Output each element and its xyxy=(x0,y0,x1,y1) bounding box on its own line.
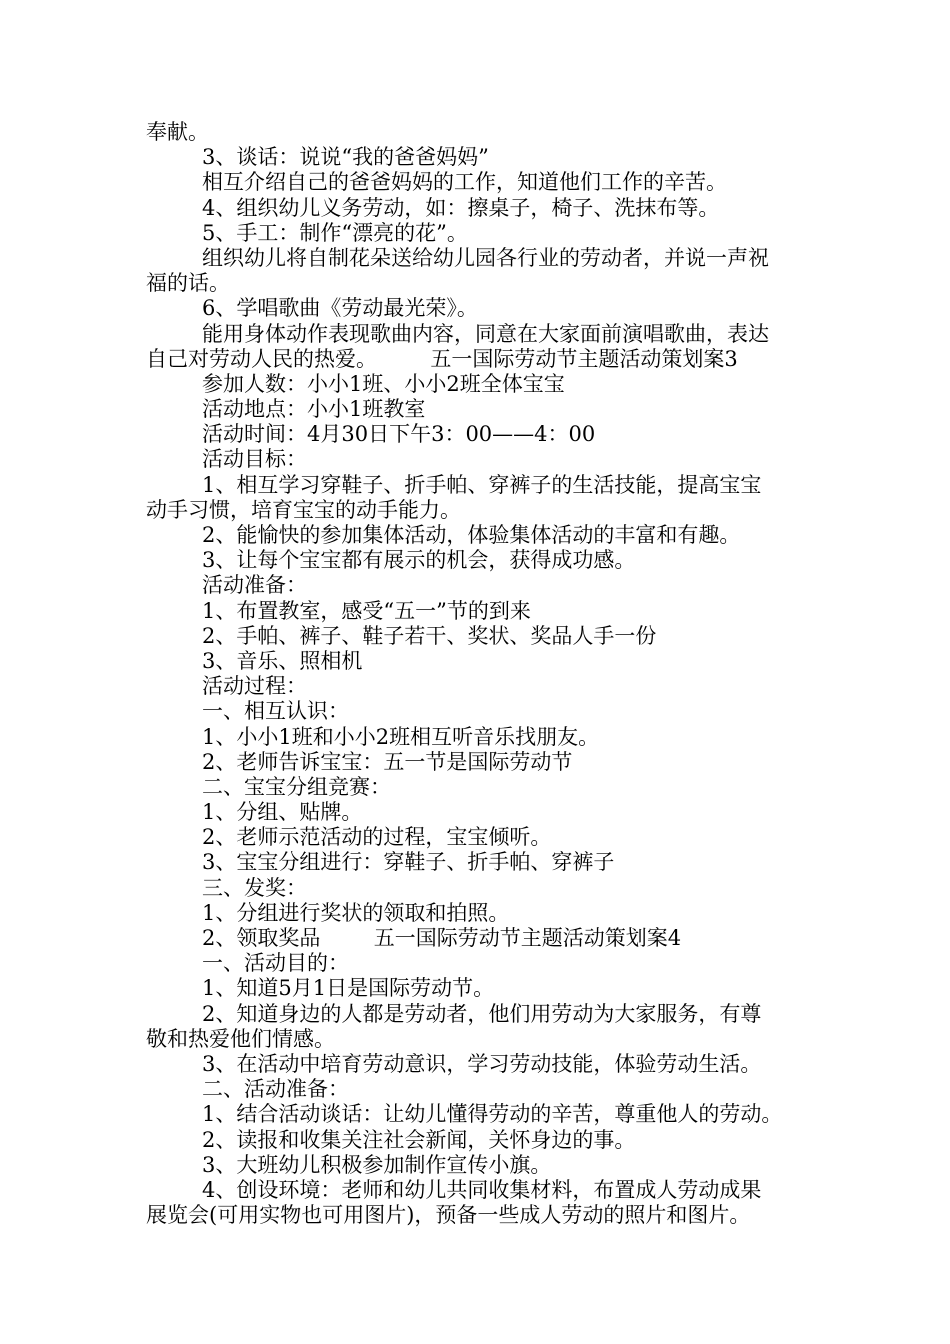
text-line: 参加人数：小小1班、小小2班全体宝宝 xyxy=(202,371,565,396)
text-line: 3、让每个宝宝都有展示的机会，获得成功感。 xyxy=(202,548,636,573)
text-line: 2、能愉快的参加集体活动，体验集体活动的丰富和有趣。 xyxy=(202,523,741,547)
text-line: 组织幼儿将自制花朵送给幼儿园各行业的劳动者，并说一声祝 xyxy=(202,245,769,270)
text-line: 活动时间：4月30日下午3：00——4：00 xyxy=(202,422,596,447)
text-line: 1、相互学习穿鞋子、折手帕、穿裤子的生活技能，提高宝宝 xyxy=(202,472,762,497)
text-line: 3、在活动中培育劳动意识，学习劳动技能，体验劳动生活。 xyxy=(202,1051,762,1076)
text-line: 动手习惯，培育宝宝的动手能力。 xyxy=(146,497,461,522)
text-line: 5、手工：制作“漂亮的花”。 xyxy=(202,220,468,245)
text-line: 4、组织幼儿义务劳动，如：擦桌子，椅子、洗抹布等。 xyxy=(202,195,720,220)
text-line: 6、学唱歌曲《劳动最光荣》。 xyxy=(202,296,478,321)
document-body xyxy=(146,120,808,1228)
text-line: 一、相互认识： xyxy=(202,699,349,724)
text-line: 3、谈话：说说“我的爸爸妈妈” xyxy=(202,145,489,170)
text-line: 2、领取奖品 五一国际劳动节主题活动策划案4 xyxy=(202,926,682,950)
text-line: 一、活动目的： xyxy=(202,951,349,976)
text-line: 活动地点：小小1班教室 xyxy=(202,397,426,422)
text-line: 2、读报和收集关注社会新闻，关怀身边的事。 xyxy=(202,1127,636,1152)
text-line: 自己对劳动人民的热爱。 五一国际劳动节主题活动策划案3 xyxy=(146,346,738,371)
text-line: 相互介绍自己的爸爸妈妈的工作，知道他们工作的辛苦。 xyxy=(202,170,727,195)
text-line: 2、手帕、裤子、鞋子若干、奖状、奖品人手一份 xyxy=(202,623,657,648)
text-line: 活动过程： xyxy=(202,674,307,699)
text-line: 1、布置教室，感受“五一”节的到来 xyxy=(202,598,531,623)
text-line: 4、创设环境：老师和幼儿共同收集材料，布置成人劳动成果 xyxy=(202,1177,762,1202)
text-line: 3、宝宝分组进行：穿鞋子、折手帕、穿裤子 xyxy=(202,850,615,875)
text-line: 福的话。 xyxy=(146,271,230,296)
text-line: 1、分组进行奖状的领取和拍照。 xyxy=(202,900,510,925)
text-line: 二、活动准备： xyxy=(202,1077,349,1102)
text-line: 敬和热爱他们情感。 xyxy=(146,1026,335,1051)
text-line: 三、发奖： xyxy=(202,875,307,900)
text-line: 2、老师示范活动的过程，宝宝倾听。 xyxy=(202,825,552,850)
text-line: 1、分组、贴牌。 xyxy=(202,800,363,825)
text-line: 1、小小1班和小小2班相互听音乐找朋友。 xyxy=(202,724,600,749)
text-line: 1、结合活动谈话：让幼儿懂得劳动的辛苦，尊重他人的劳动。 xyxy=(202,1102,783,1127)
text-line: 2、老师告诉宝宝：五一节是国际劳动节 xyxy=(202,749,573,774)
text-line: 能用身体动作表现歌曲内容，同意在大家面前演唱歌曲，表达 xyxy=(202,321,769,346)
text-line: 3、大班幼儿积极参加制作宣传小旗。 xyxy=(202,1152,552,1177)
text-line: 展览会(可用实物也可用图片)，预备一些成人劳动的照片和图片。 xyxy=(146,1203,751,1228)
text-line: 二、宝宝分组竞赛： xyxy=(202,774,391,799)
text-line: 2、知道身边的人都是劳动者，他们用劳动为大家服务，有尊 xyxy=(202,1001,762,1026)
text-line: 3、音乐、照相机 xyxy=(202,648,363,673)
text-line: 奉献。 xyxy=(146,120,209,144)
text-line: 1、知道5月1日是国际劳动节。 xyxy=(202,976,495,1001)
text-line: 活动准备： xyxy=(202,573,307,598)
text-line: 活动目标： xyxy=(202,447,307,472)
